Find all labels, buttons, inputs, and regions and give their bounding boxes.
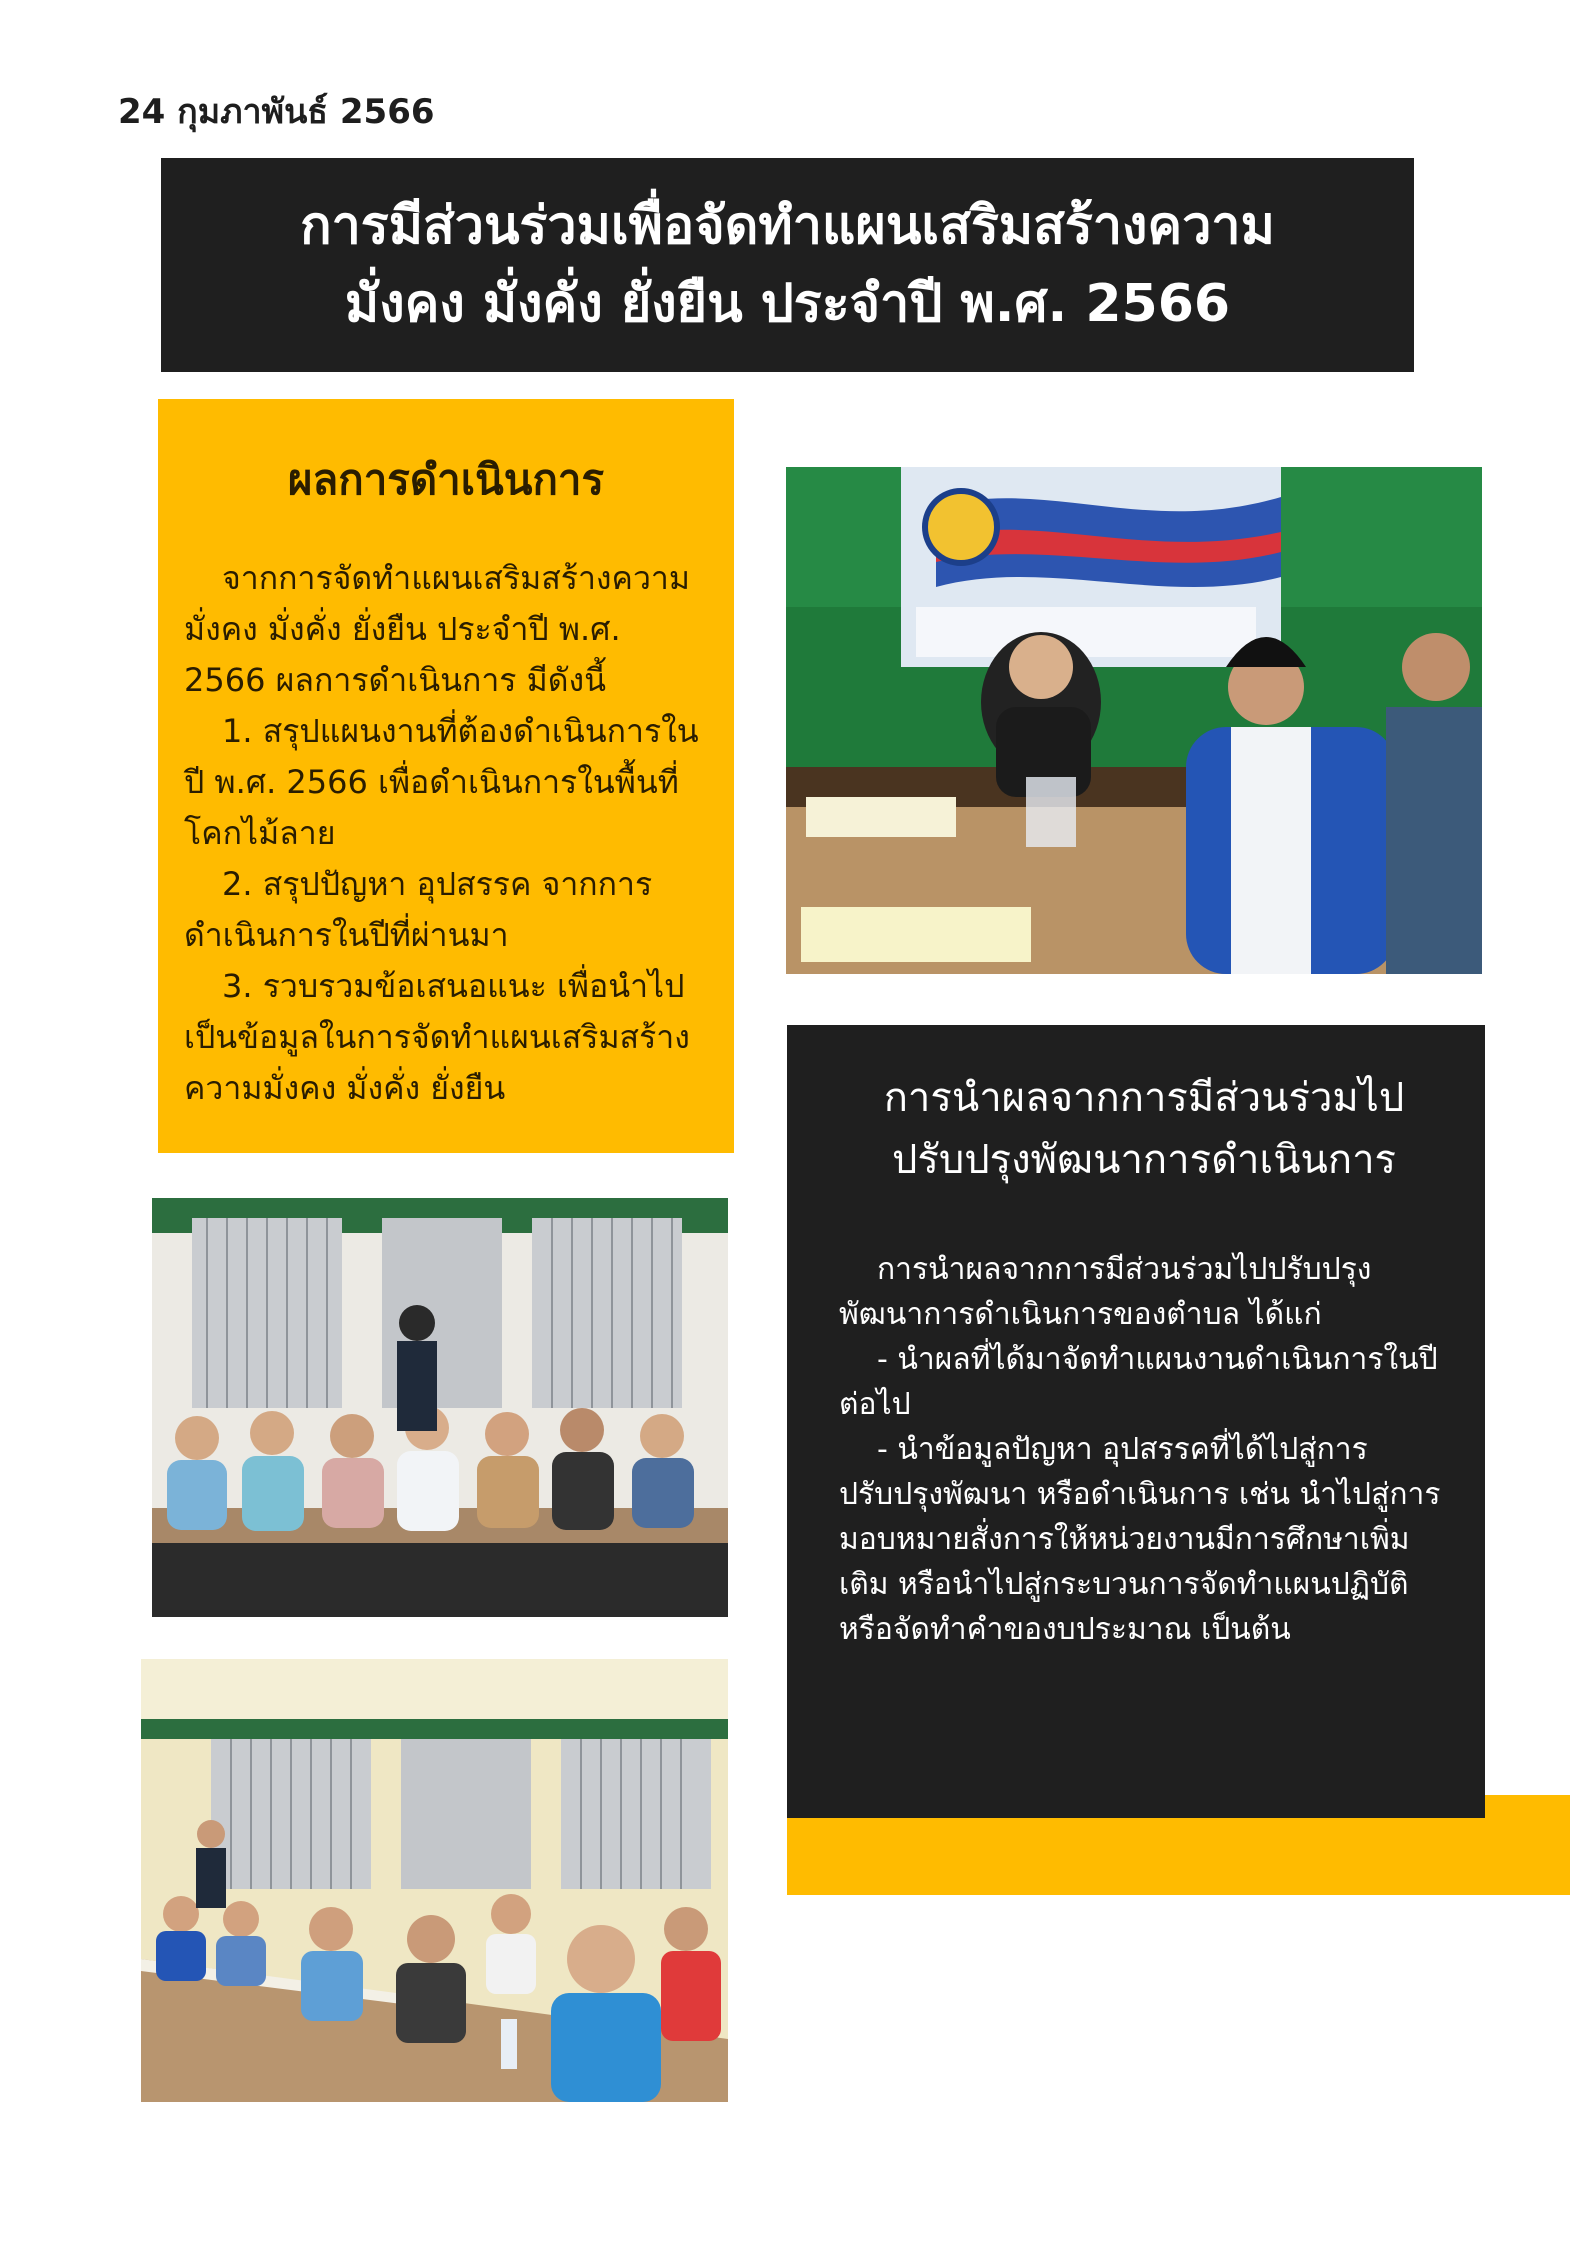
title-line-2: มั่งคง มั่งคั่ง ยั่งยืน ประจำปี พ.ศ. 2566 (344, 274, 1231, 334)
improvement-heading-line-2: ปรับปรุงพัฒนาการดำเนินการ (891, 1137, 1397, 1183)
improvement-heading (839, 1067, 1449, 1191)
improvement-intro: การนำผลจากการมีส่วนร่วมไปปรับปรุงพัฒนาการดำเนินการของตำบล ได้แก่ (839, 1252, 1372, 1332)
results-heading: ผลการดำเนินการ (287, 455, 605, 504)
meeting-photo-participants (152, 1198, 728, 1617)
improvement-heading-line-1: การนำผลจากการมีส่วนร่วมไป (883, 1075, 1405, 1121)
title-line-1: การมีส่วนร่วมเพื่อจัดทำแผนเสริมสร้างความ (300, 196, 1275, 256)
page-date: 24 กุมภาพันธ์ 2566 (118, 92, 435, 132)
meeting-photo-head-table (786, 467, 1482, 974)
results-intro: จากการจัดทำแผนเสริมสร้างความมั่งคง มั่งคั่ง ยั่งยืน ประจำปี พ.ศ. 2566 ผลการดำเนินการ มีดังนี้ (184, 559, 690, 699)
results-section (158, 399, 734, 1153)
results-item-1: 1. สรุปแผนงานที่ต้องดำเนินการในปี พ.ศ. 2566 เพื่อดำเนินการในพื้นที่โคกไม้ลาย (184, 712, 699, 852)
improvement-section (787, 1025, 1485, 1818)
improvement-item-1: - นำผลที่ได้มาจัดทำแผนงานดำเนินการในปีต่อไป (839, 1342, 1438, 1422)
results-item-3: 3. รวบรวมข้อเสนอแนะ เพื่อนำไปเป็นข้อมูลในการจัดทำแผนเสริมสร้างความมั่งคง มั่งคั่ง ยั่งยืน (184, 967, 690, 1107)
results-item-2: 2. สรุปปัญหา อุปสรรค จากการดำเนินการในปีที่ผ่านมา (184, 865, 653, 954)
improvement-item-2: - นำข้อมูลปัญหา อุปสรรคที่ได้ไปสู่การปรับปรุงพัฒนา หรือดำเนินการ เช่น นำไปสู่การมอบหมายสั่งการให้หน่วยงานมีการศึกษาเพิ่มเติม หรือนำไปสู่กระบวนการจัดทำแผนปฏิบัติ หรือจัดทำคำของบประมาณ เป็นต้น (839, 1432, 1441, 1647)
meeting-photo-room (141, 1659, 728, 2102)
title-banner (161, 158, 1414, 372)
